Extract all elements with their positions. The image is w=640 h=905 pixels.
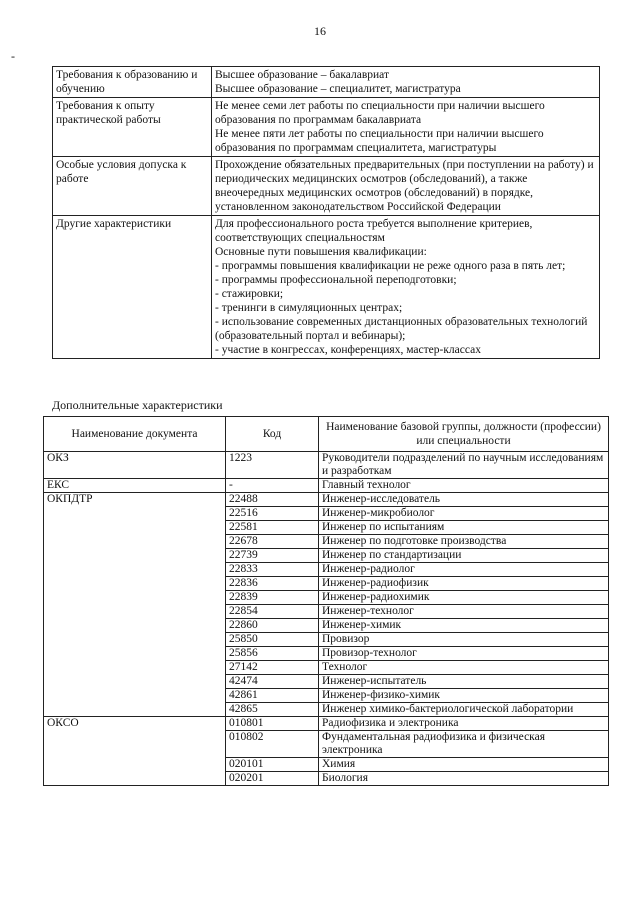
code-cell: 42861 [226, 689, 319, 703]
code-cell: 1223 [226, 452, 319, 479]
code-cell: 42474 [226, 675, 319, 689]
requirement-line: - участие в конгрессах, конференциях, мастер-классах [215, 344, 481, 356]
code-cell: 22854 [226, 605, 319, 619]
document-name-cell [44, 619, 226, 633]
code-cell: 22516 [226, 507, 319, 521]
code-cell: - [226, 479, 319, 493]
document-name-cell: ОКЗ [44, 452, 226, 479]
requirements-table [52, 66, 600, 359]
table-row [44, 507, 609, 521]
table-row [44, 452, 609, 479]
document-name-cell [44, 758, 226, 772]
group-name-cell: Инженер-исследователь [319, 493, 609, 507]
requirement-line: Высшее образование – специалитет, магистратура [215, 83, 461, 95]
group-name-cell: Руководители подразделений по научным исследованиям и разработкам [319, 452, 609, 479]
document-name-cell [44, 563, 226, 577]
group-name-cell: Биология [319, 772, 609, 786]
document-name-cell [44, 633, 226, 647]
table-row [44, 591, 609, 605]
requirement-line: Прохождение обязательных предварительных (при поступлении на работу) и периодических медицинских осмотров (обследований), а также внеочередных медицинских осмотров (обследований) в порядке, установленном законодательством Российской Федерации [215, 159, 594, 213]
table-header-row [44, 417, 609, 452]
document-name-cell [44, 703, 226, 717]
requirement-line: Не менее семи лет работы по специальности при наличии высшего образования по программам бакалавриата [215, 100, 545, 126]
group-name-cell: Инженер-физико-химик [319, 689, 609, 703]
table-row [44, 619, 609, 633]
table-row [44, 633, 609, 647]
document-name-cell [44, 731, 226, 758]
table-row [44, 605, 609, 619]
additional-characteristics-table [43, 416, 609, 786]
document-name-cell [44, 577, 226, 591]
group-name-cell: Инженер по стандартизации [319, 549, 609, 563]
page-number: 16 [314, 24, 326, 38]
table-row [44, 521, 609, 535]
document-name-cell [44, 647, 226, 661]
code-cell: 22581 [226, 521, 319, 535]
table-row [44, 535, 609, 549]
document-name-cell [44, 521, 226, 535]
code-cell: 25850 [226, 633, 319, 647]
document-name-cell [44, 661, 226, 675]
requirement-line: - использование современных дистанционных образовательных технологий (образовательный портал и вебинары); [215, 316, 588, 342]
requirement-line: - программы профессиональной переподготовки; [215, 274, 457, 286]
document-name-cell [44, 689, 226, 703]
table-row [44, 493, 609, 507]
group-name-cell: Инженер-микробиолог [319, 507, 609, 521]
table-row [44, 689, 609, 703]
group-name-cell: Радиофизика и электроника [319, 717, 609, 731]
table-row [44, 479, 609, 493]
document-name-cell: ОКПДТР [44, 493, 226, 507]
code-cell: 22739 [226, 549, 319, 563]
requirement-label: Другие характеристики [53, 216, 212, 359]
table-row [44, 717, 609, 731]
requirement-label: Требования к образованию и обучению [53, 67, 212, 98]
requirement-row [53, 98, 600, 157]
code-cell: 010801 [226, 717, 319, 731]
requirement-value [212, 216, 600, 359]
table-row [44, 758, 609, 772]
group-name-cell: Провизор-технолог [319, 647, 609, 661]
requirement-row [53, 216, 600, 359]
table-row [44, 563, 609, 577]
group-name-cell: Инженер по подготовке производства [319, 535, 609, 549]
table-row [44, 647, 609, 661]
group-name-cell: Фундаментальная радиофизика и физическая электроника [319, 731, 609, 758]
document-name-cell: ЕКС [44, 479, 226, 493]
table-row [44, 772, 609, 786]
header-code: Код [226, 417, 319, 452]
group-name-cell: Инженер-радиолог [319, 563, 609, 577]
margin-mark: - [11, 49, 15, 63]
requirement-label: Особые условия допуска к работе [53, 157, 212, 216]
document-name-cell: ОКСО [44, 717, 226, 731]
requirement-value [212, 157, 600, 216]
group-name-cell: Инженер-радиохимик [319, 591, 609, 605]
group-name-cell: Инженер-химик [319, 619, 609, 633]
group-name-cell: Главный технолог [319, 479, 609, 493]
requirement-line: Основные пути повышения квалификации: [215, 246, 427, 258]
document-name-cell [44, 772, 226, 786]
code-cell: 27142 [226, 661, 319, 675]
requirement-line: - стажировки; [215, 288, 284, 300]
group-name-cell: Инженер-испытатель [319, 675, 609, 689]
table-row [44, 661, 609, 675]
table-row [44, 675, 609, 689]
table-row [44, 549, 609, 563]
group-name-cell: Технолог [319, 661, 609, 675]
table-row [44, 731, 609, 758]
code-cell: 22678 [226, 535, 319, 549]
code-cell: 22488 [226, 493, 319, 507]
code-cell: 020201 [226, 772, 319, 786]
requirement-line: - программы повышения квалификации не реже одного раза в пять лет; [215, 260, 566, 272]
group-name-cell: Инженер-радиофизик [319, 577, 609, 591]
code-cell: 25856 [226, 647, 319, 661]
requirement-label: Требования к опыту практической работы [53, 98, 212, 157]
requirement-line: Не менее пяти лет работы по специальности при наличии высшего образования по программам специалитета, магистратуры [215, 128, 544, 154]
code-cell: 22839 [226, 591, 319, 605]
requirement-line: - тренинги в симуляционных центрах; [215, 302, 403, 314]
requirement-row [53, 67, 600, 98]
table-row [44, 703, 609, 717]
document-name-cell [44, 605, 226, 619]
requirement-value [212, 98, 600, 157]
header-group-name: Наименование базовой группы, должности (профессии) или специальности [319, 417, 609, 452]
group-name-cell: Провизор [319, 633, 609, 647]
document-name-cell [44, 675, 226, 689]
requirement-row [53, 157, 600, 216]
group-name-cell: Инженер химико-бактериологической лаборатории [319, 703, 609, 717]
code-cell: 22833 [226, 563, 319, 577]
document-name-cell [44, 549, 226, 563]
requirement-value [212, 67, 600, 98]
group-name-cell: Инженер по испытаниям [319, 521, 609, 535]
table-row [44, 577, 609, 591]
requirement-line: Высшее образование – бакалавриат [215, 69, 389, 81]
header-document-name: Наименование документа [44, 417, 226, 452]
code-cell: 42865 [226, 703, 319, 717]
group-name-cell: Инженер-технолог [319, 605, 609, 619]
group-name-cell: Химия [319, 758, 609, 772]
document-name-cell [44, 591, 226, 605]
code-cell: 22836 [226, 577, 319, 591]
document-name-cell [44, 507, 226, 521]
code-cell: 010802 [226, 731, 319, 758]
document-name-cell [44, 535, 226, 549]
code-cell: 22860 [226, 619, 319, 633]
code-cell: 020101 [226, 758, 319, 772]
requirement-line: Для профессионального роста требуется выполнение критериев, соответствующих специальностям [215, 218, 533, 244]
additional-characteristics-title: Дополнительные характеристики [52, 398, 223, 412]
